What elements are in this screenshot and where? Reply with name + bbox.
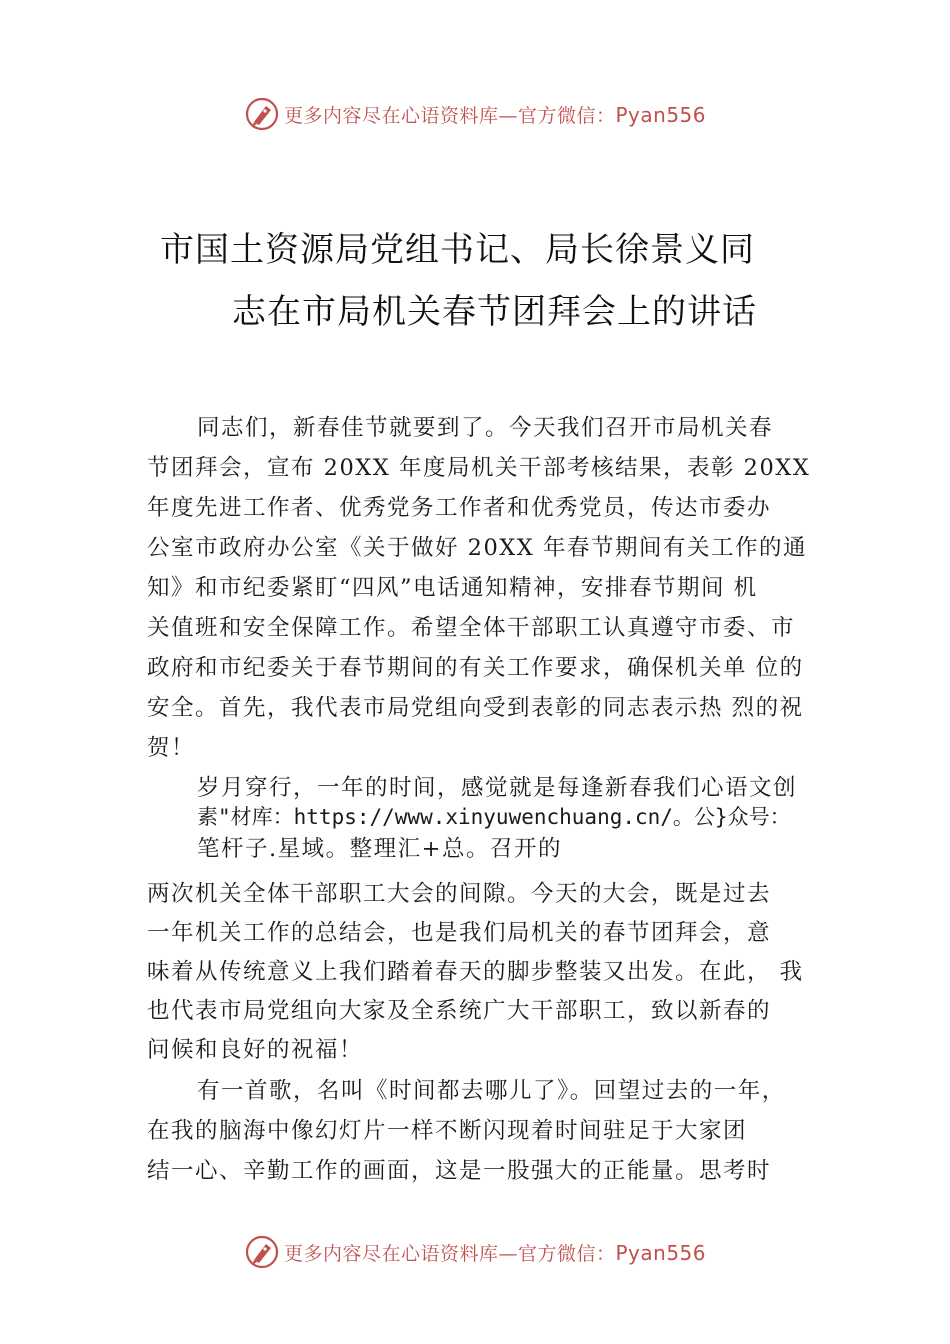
body-line: 一年机关工作的总结会，也是我们局机关的春节团拜会，意	[147, 920, 772, 946]
body-line: 节团拜会，宣布 20XX 年度局机关干部考核结果，表彰 20XX	[147, 455, 811, 481]
document-title-line-2: 志在市局机关春节团拜会上的讲话	[232, 292, 757, 332]
body-line: 味着从传统意义上我们踏着春天的脚步整装又出发。在此， 我	[147, 959, 804, 985]
header-banner	[0, 94, 950, 134]
body-line: 贺！	[147, 735, 196, 761]
body-line: 有一首歌，名叫《时间都去哪儿了》。回望过去的一年，	[197, 1078, 786, 1104]
document-title-line-1: 市国土资源局党组书记、局长徐景义同	[160, 230, 755, 270]
banner-text: 更多内容尽在心语资料库—官方微信：Pyan556	[283, 102, 707, 127]
body-line: 公室市政府办公室《关于做好 20XX 年春节期间有关工作的通	[147, 535, 807, 561]
body-line: 岁月穿行，一年的时间，感觉就是每逢新春我们心语文创	[197, 775, 798, 801]
body-line: 问候和良好的祝福！	[147, 1037, 364, 1063]
body-line: 也代表市局党组向大家及全系统广大干部职工，致以新春的	[147, 998, 772, 1024]
body-line: 安全。首先，我代表市局党组向受到表彰的同志表示热 烈的祝	[147, 695, 804, 721]
body-line: 知》和市纪委紧盯“四风”电话通知精神，安排春节期间 机	[147, 575, 758, 601]
body-line: 政府和市纪委关于春节期间的有关工作要求，确保机关单 位的	[147, 655, 804, 681]
pen-nib-icon	[244, 1234, 280, 1270]
body-line: 关值班和安全保障工作。希望全体干部职工认真遵守市委、市	[147, 615, 796, 641]
body-line-url: 素"材库：https://www.xinyuwenchuang.cn/。公}众号：	[197, 805, 791, 829]
body-line: 年度先进工作者、优秀党务工作者和优秀党员，传达市委办	[147, 495, 772, 521]
body-line: 笔杆子.星域。整理汇+总。召开的	[197, 836, 563, 862]
banner-text: 更多内容尽在心语资料库—官方微信：Pyan556	[283, 1240, 707, 1265]
pen-nib-icon	[244, 96, 280, 132]
footer-banner	[0, 1232, 950, 1272]
body-line: 同志们，新春佳节就要到了。今天我们召开市局机关春	[197, 415, 774, 441]
body-line: 在我的脑海中像幻灯片一样不断闪现着时间驻足于大家团	[147, 1118, 748, 1144]
body-line: 结一心、辛勤工作的画面，这是一股强大的正能量。思考时	[147, 1158, 772, 1184]
body-line: 两次机关全体干部职工大会的间隙。今天的大会，既是过去	[147, 881, 772, 907]
